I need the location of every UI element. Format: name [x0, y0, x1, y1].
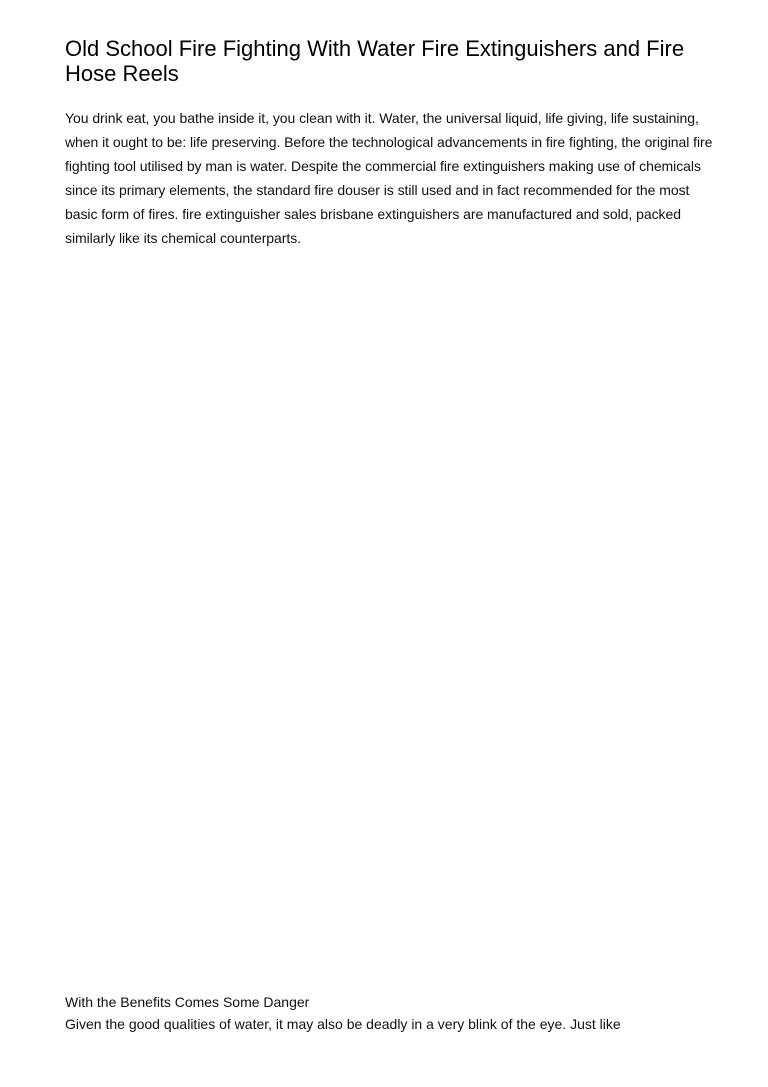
section-heading: With the Benefits Comes Some Danger [65, 994, 310, 1010]
document-title: Old School Fire Fighting With Water Fire Extinguishers and Fire Hose Reels [65, 36, 685, 86]
section-body-text: Given the good qualities of water, it may also be deadly in a very blink of the eye. Just like [65, 1016, 621, 1032]
intro-paragraph: You drink eat, you bathe inside it, you clean with it. Water, the universal liquid, life giving, life sustaining, when it ought to be: life preserving. Before the technological advancements in fire fighting, the original fire fighting tool utilised by man is water. Despite the commercial fire extinguishers making use of chemicals since its primary elements, the standard fire douser is still used and in fact recommended for the most basic form of fires. fire extinguisher sales brisbane extinguishers are manufactured and sold, packed similarly like its chemical counterparts. [65, 110, 713, 246]
